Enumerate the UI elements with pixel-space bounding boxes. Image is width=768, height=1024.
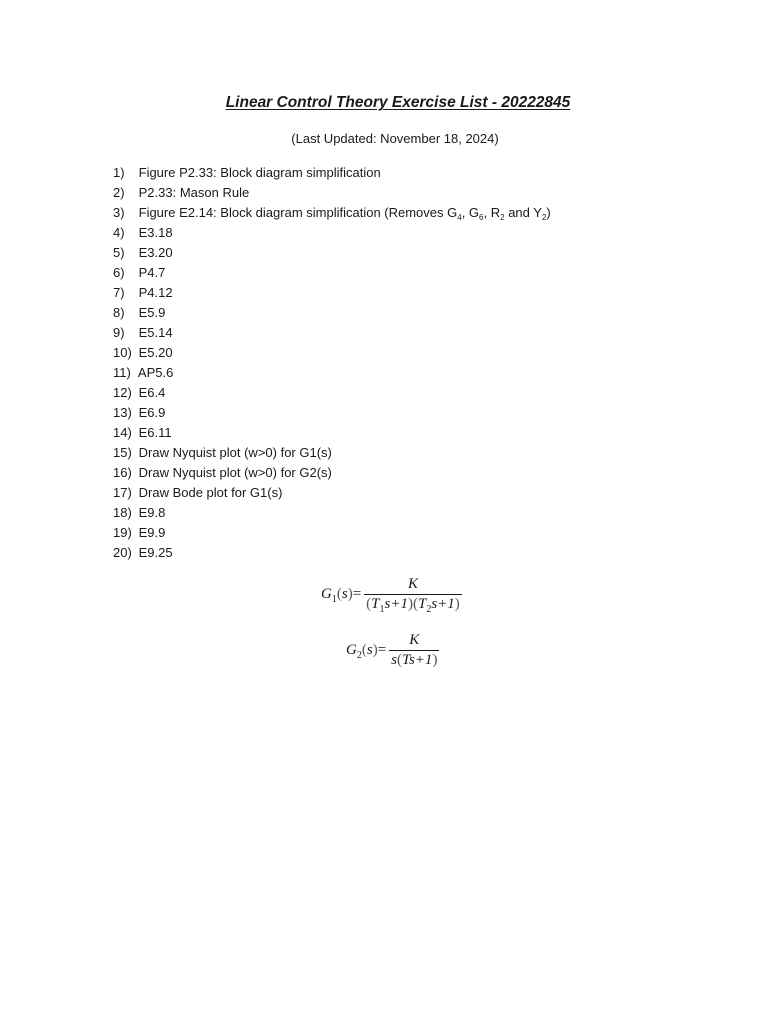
item-number: 2) <box>113 185 125 200</box>
item-number: 8) <box>113 305 125 320</box>
item-text: AP5.6 <box>137 365 174 380</box>
item-text: Draw Bode plot for G1(s) <box>138 485 283 500</box>
list-item <box>113 383 551 403</box>
list-item <box>113 463 551 483</box>
list-item <box>113 363 551 383</box>
item-text: E6.4 <box>138 385 166 400</box>
list-item <box>113 323 551 343</box>
item-number: 12) <box>113 385 132 400</box>
item-number: 17) <box>113 485 132 500</box>
item-text: E9.8 <box>138 505 166 520</box>
item-text: E5.9 <box>138 305 166 320</box>
item-text: Figure E2.14: Block diagram simplification (Removes $G_4$, $G_6$, $R_2$ and $Y_2$) <box>138 205 551 222</box>
list-item <box>113 203 551 223</box>
item-number: 7) <box>113 285 125 300</box>
item-text: P4.12 <box>138 285 173 300</box>
item-text: E5.20 <box>138 345 173 360</box>
item-number: 15) <box>113 445 132 460</box>
list-item <box>113 163 551 183</box>
equation-g1-lhs: $G_1(s)=$ <box>321 586 362 605</box>
item-number: 6) <box>113 265 125 280</box>
list-item <box>113 523 551 543</box>
item-number: 16) <box>113 465 132 480</box>
item-text: E6.9 <box>138 405 166 420</box>
item-number: 5) <box>113 245 125 260</box>
list-item <box>113 283 551 303</box>
list-item <box>113 423 551 443</box>
equation-g1-fraction <box>364 576 462 613</box>
item-number: 9) <box>113 325 125 340</box>
list-item <box>113 543 551 563</box>
item-number: 13) <box>113 405 132 420</box>
exercise-list <box>113 163 551 563</box>
equation-g1-denominator: $(T_1s+1)(T_2s+1)$ <box>366 596 460 615</box>
item-number: 18) <box>113 505 132 520</box>
equation-g2-denominator: s(Ts+1) <box>391 652 438 668</box>
item-text: E5.14 <box>138 325 173 340</box>
equation-g2-numerator: K <box>409 632 420 648</box>
item-number: 20) <box>113 545 132 560</box>
document-title: Linear Control Theory Exercise List - 20222845 <box>225 94 571 111</box>
list-item <box>113 183 551 203</box>
list-item <box>113 483 551 503</box>
item-text: E3.20 <box>138 245 173 260</box>
list-item <box>113 243 551 263</box>
last-updated-subtitle: (Last Updated: November 18, 2024) <box>291 131 499 146</box>
item-text: Draw Nyquist plot (w>0) for G2(s) <box>138 465 332 480</box>
list-item <box>113 403 551 423</box>
item-number: 1) <box>113 165 125 180</box>
list-item <box>113 343 551 363</box>
equation-g2 <box>346 632 439 669</box>
item-number: 4) <box>113 225 125 240</box>
item-text: Draw Nyquist plot (w>0) for G1(s) <box>138 445 332 460</box>
equation-g1-numerator: K <box>407 576 418 592</box>
item-text: P2.33: Mason Rule <box>138 185 250 200</box>
item-number: 3) <box>113 205 125 220</box>
equation-g2-fraction <box>389 632 439 669</box>
list-item <box>113 503 551 523</box>
list-item <box>113 263 551 283</box>
item-text: E9.25 <box>138 545 173 560</box>
item-number: 14) <box>113 425 132 440</box>
item-text: Figure P2.33: Block diagram simplification <box>138 165 381 180</box>
list-item <box>113 443 551 463</box>
item-number: 10) <box>113 345 132 360</box>
equation-g1 <box>321 576 462 613</box>
item-text: E9.9 <box>138 525 166 540</box>
item-number: 11) <box>113 365 131 380</box>
list-item <box>113 223 551 243</box>
item-number: 19) <box>113 525 132 540</box>
equation-g2-lhs: $G_2(s)=$ <box>346 642 387 661</box>
list-item <box>113 303 551 323</box>
item-text: E3.18 <box>138 225 173 240</box>
item-text: P4.7 <box>138 265 166 280</box>
item-text: E6.11 <box>138 425 172 440</box>
